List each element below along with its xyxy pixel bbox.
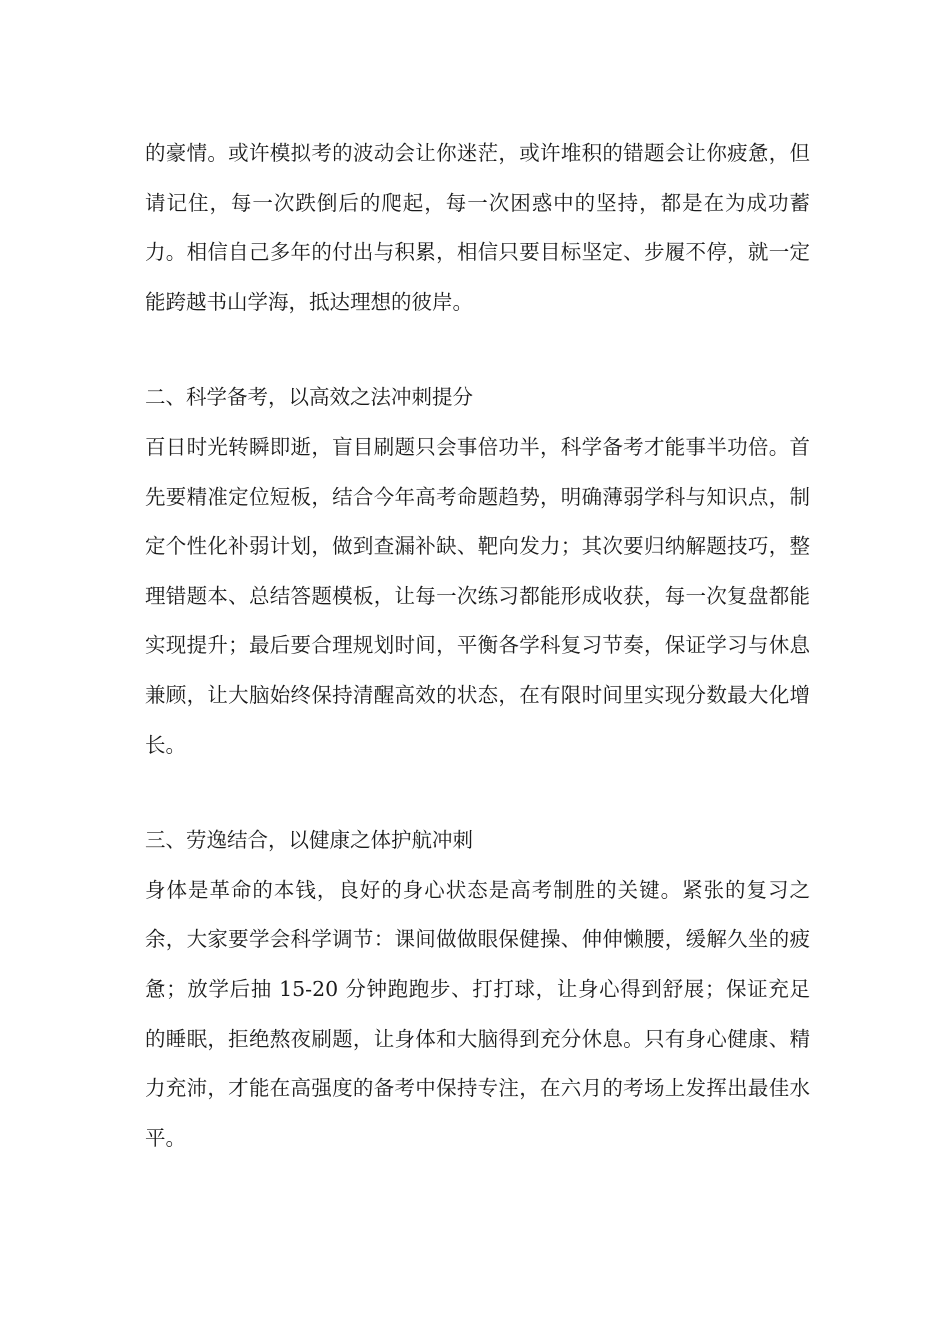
document-body: [145, 129, 810, 1163]
section-body-3: 身体是革命的本钱，良好的身心状态是高考制胜的关键。紧张的复习之余，大家要学会科学调节：课间做做眼保健操、伸伸懒腰，缓解久坐的疲惫；放学后抽 15-20 分钟跑跑步、打打球，让身心得到舒展；保证充足的睡眠，拒绝熬夜刷题，让身体和大脑得到充分休息。只有身心健康、精力充沛，才能在高强度的备考中保持专注，在六月的考场上发挥出最佳水平。: [145, 877, 810, 1150]
section-body-2: 百日时光转瞬即逝，盲目刷题只会事倍功半，科学备考才能事半功倍。首先要精准定位短板，结合今年高考命题趋势，明确薄弱学科与知识点，制定个性化补弱计划，做到查漏补缺、靶向发力；其次要归纳解题技巧，整理错题本、总结答题模板，让每一次练习都能形成收获，每一次复盘都能实现提升；最后要合理规划时间，平衡各学科复习节奏，保证学习与休息兼顾，让大脑始终保持清醒高效的状态，在有限时间里实现分数最大化增长。: [145, 434, 810, 757]
section-heading-2: 二、科学备考，以高效之法冲刺提分: [145, 385, 473, 410]
section-spacer: [145, 770, 810, 816]
section-heading-3: 三、劳逸结合，以健康之体护航冲刺: [145, 828, 473, 853]
section-spacer: [145, 327, 810, 373]
paragraph-continued: 的豪情。或许模拟考的波动会让你迷茫，或许堆积的错题会让你疲惫，但请记住，每一次跌倒后的爬起，每一次困惑中的坚持，都是在为成功蓄力。相信自己多年的付出与积累，相信只要目标坚定、步履不停，就一定能跨越书山学海，抵达理想的彼岸。: [145, 141, 810, 314]
